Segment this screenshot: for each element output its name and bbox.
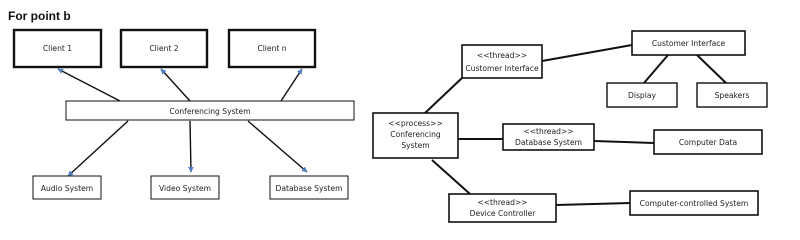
thread-database-system-box — [503, 124, 594, 150]
video-system-label: Video System — [158, 184, 212, 193]
edge-ci-to-display — [644, 55, 668, 83]
computer-controlled-system-label: Computer-controlled System — [639, 199, 749, 208]
client-label-1: Client 1 — [42, 44, 73, 53]
conferencing-system-box — [66, 101, 354, 120]
edge-ci-thread-to-ci — [542, 45, 632, 61]
thread-customer-interface-box — [462, 45, 542, 78]
client-label-2: Client 2 — [149, 44, 179, 53]
speakers-label: Speakers — [714, 91, 750, 100]
thread-stereotype-label: <<thread>> — [476, 51, 528, 60]
connector-audio — [68, 121, 128, 176]
edge-process-to-device-controller — [432, 160, 470, 194]
thread-stereotype-label: <<thread>> — [523, 127, 574, 136]
client-label-n: Client n — [257, 44, 287, 53]
database-system-box — [270, 176, 348, 199]
client-box-n — [229, 30, 315, 67]
client-box-2 — [121, 30, 207, 67]
video-system-box — [151, 176, 219, 199]
client-box-1 — [14, 30, 101, 67]
left-diagram — [14, 30, 354, 199]
computer-data-box — [654, 130, 762, 154]
display-label: Display — [628, 91, 656, 100]
diagram-heading: For point b — [8, 9, 71, 23]
edge-device-controller-to-ccs — [556, 203, 630, 205]
edge-db-thread-to-computer-data — [594, 141, 654, 143]
database-system-label: Database System — [275, 184, 343, 193]
speakers-box — [697, 83, 767, 107]
process-conferencing-system-box — [373, 113, 458, 158]
customer-interface-label: Customer Interface — [651, 39, 726, 48]
thread-device-controller-box — [449, 194, 556, 222]
connector-client1 — [58, 69, 120, 101]
thread-database-system-label: Database System — [515, 138, 582, 147]
connector-client2 — [161, 69, 190, 101]
process-name-line1: Conferencing — [390, 130, 441, 139]
thread-customer-interface-label: Customer Interface — [465, 64, 539, 73]
conferencing-system-label: Conferencing System — [169, 107, 251, 116]
computer-controlled-system-box — [630, 191, 758, 215]
process-name-line2: System — [401, 141, 430, 150]
edge-ci-to-speakers — [697, 55, 726, 83]
audio-system-label: Audio System — [40, 184, 94, 193]
thread-device-controller-label: Device Controller — [469, 209, 536, 218]
display-box — [607, 83, 677, 107]
customer-interface-box — [632, 31, 745, 55]
thread-stereotype-label: <<thread>> — [477, 198, 528, 207]
process-stereotype-label: <<process>> — [388, 119, 443, 128]
connector-database — [248, 121, 307, 172]
connector-clientn — [281, 69, 302, 101]
audio-system-box — [33, 176, 101, 199]
computer-data-label: Computer Data — [678, 138, 738, 147]
edge-process-to-ci-thread — [425, 78, 462, 113]
right-diagram — [373, 31, 767, 222]
connector-video — [190, 121, 191, 172]
